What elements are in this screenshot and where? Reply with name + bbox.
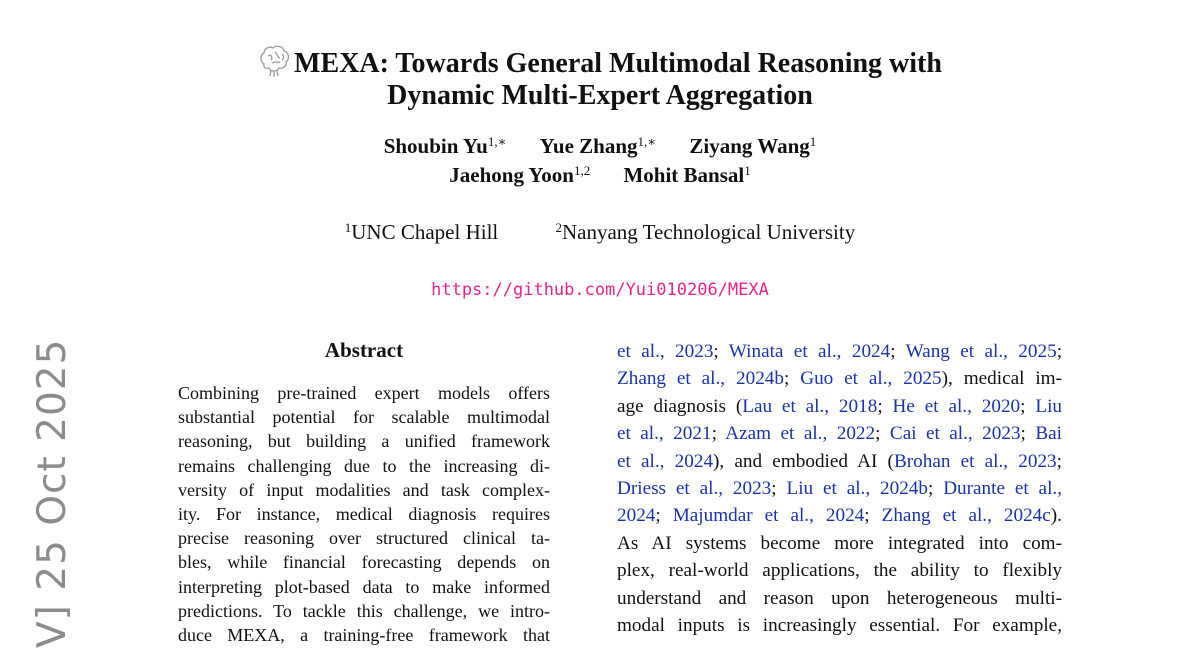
intro-text: ;: [877, 395, 893, 417]
author-affiliation-mark: 1,∗: [637, 134, 657, 149]
intro-text: ;: [1020, 423, 1036, 445]
author-affiliation-mark: 1: [809, 134, 817, 149]
abstract-line: precise reasoning over structured clinical ta-: [178, 528, 550, 549]
author-name: Yue Zhang: [539, 134, 638, 158]
affiliation-number: 2: [555, 220, 562, 235]
abstract-line: remains challenging due to the increasing di-: [178, 455, 550, 476]
author-name: Ziyang Wang: [689, 134, 810, 158]
abstract-heading: Abstract: [324, 338, 404, 362]
intro-text: age diagnosis (: [617, 395, 743, 417]
arxiv-stamp: V] 25 Oct 2025: [30, 338, 75, 648]
title-line-2: Dynamic Multi-Expert Aggregation: [387, 80, 813, 111]
intro-text-column: [617, 338, 1062, 639]
author-row-2: [0, 161, 1200, 190]
author: [689, 132, 816, 161]
author-name: Mohit Bansal: [623, 163, 745, 187]
citation-link[interactable]: Guo et al., 2025: [800, 368, 942, 390]
author: [623, 161, 750, 190]
author-row-1: [0, 132, 1200, 161]
citation-link[interactable]: et al., 2023: [617, 341, 714, 362]
intro-line: [617, 612, 1062, 639]
abstract-line: versity of input modalities and task complex-: [178, 479, 550, 500]
author: [384, 132, 507, 161]
citation-link[interactable]: Brohan et al., 2023: [893, 450, 1057, 472]
intro-text: ;: [1056, 450, 1062, 472]
affiliation: [345, 218, 499, 246]
citation-link[interactable]: Bai: [1035, 423, 1062, 445]
intro-text: As AI systems become more integrated into com-: [617, 532, 1062, 554]
intro-text: ;: [783, 368, 801, 390]
abstract-line: bles, while financial forecasting depends on: [178, 552, 550, 573]
github-link[interactable]: https://github.com/Yui010206/MEXA: [431, 280, 769, 300]
citation-link[interactable]: 2024: [617, 505, 656, 527]
abstract-line: reasoning, but building a unified framework: [178, 431, 550, 452]
author-name: Jaehong Yoon: [449, 163, 574, 187]
intro-line: [617, 365, 1062, 392]
abstract-line: substantial potential for scalable multimodal: [178, 407, 550, 428]
intro-text: ;: [1056, 341, 1063, 362]
author: [449, 161, 590, 190]
intro-line: [617, 393, 1062, 420]
intro-text: understand and reason upon heterogeneous multi-: [617, 587, 1062, 609]
citation-link[interactable]: Liu: [1035, 395, 1062, 417]
intro-text: ;: [711, 423, 726, 445]
intro-text: plex, real-world applications, the ability to flexibly: [617, 560, 1062, 582]
citation-link[interactable]: Liu et al., 2024b: [786, 478, 928, 500]
author-list: [0, 132, 1200, 190]
citation-link[interactable]: Durante et al.,: [943, 478, 1062, 500]
citation-link[interactable]: Zhang et al., 2024b: [617, 368, 784, 390]
affiliation-name: UNC Chapel Hill: [351, 220, 499, 244]
citation-link[interactable]: Azam et al., 2022: [725, 423, 876, 445]
abstract-line: duce MEXA, a training-free framework that: [178, 625, 550, 646]
citation-link[interactable]: Wang et al., 2025: [905, 341, 1057, 362]
abstract-line: predictions. To tackle this challenge, we intro-: [178, 600, 550, 621]
author: [540, 132, 656, 161]
citation-link[interactable]: Majumdar et al., 2024: [672, 505, 865, 527]
citation-link[interactable]: Winata et al., 2024: [728, 341, 891, 362]
intro-text: ;: [875, 423, 890, 445]
intro-text: ).: [1050, 505, 1062, 527]
abstract-body: [178, 381, 550, 647]
intro-text: ), and embodied AI (: [713, 450, 894, 472]
intro-line: [617, 530, 1062, 557]
intro-line: [617, 475, 1062, 502]
intro-line: [617, 338, 1062, 365]
citation-link[interactable]: et al., 2021: [617, 423, 712, 445]
citation-link[interactable]: He et al., 2020: [892, 395, 1021, 417]
intro-line: [617, 420, 1062, 447]
intro-line: [617, 557, 1062, 584]
author-affiliation-mark: 1,∗: [487, 134, 507, 149]
intro-line: [617, 502, 1062, 529]
brain-logo-icon: [258, 44, 292, 78]
intro-line: [617, 448, 1062, 475]
intro-text: ;: [1020, 395, 1036, 417]
intro-text: ;: [771, 478, 787, 500]
intro-text: ;: [890, 341, 906, 362]
title-text-1: MEXA: Towards General Multimodal Reasoning with: [294, 48, 942, 79]
title-line-1: [0, 44, 1200, 80]
citation-link[interactable]: Cai et al., 2023: [889, 423, 1021, 445]
paper-title: [0, 44, 1200, 112]
abstract-line: ity. For instance, medical diagnosis requires: [178, 504, 550, 525]
author-name: Shoubin Yu: [383, 134, 488, 158]
affiliation-list: [0, 218, 1200, 246]
intro-text: ;: [927, 478, 944, 500]
intro-text: ), medical im-: [941, 368, 1062, 390]
abstract-line: interpreting plot-based data to make informed: [178, 576, 550, 597]
citation-link[interactable]: Lau et al., 2018: [742, 395, 878, 417]
intro-line: [617, 585, 1062, 612]
intro-text: ;: [713, 341, 729, 362]
abstract-line: Combining pre-trained expert models offers: [178, 383, 550, 403]
intro-text: ;: [655, 505, 673, 527]
intro-text: modal inputs is increasingly essential. For example,: [617, 615, 1062, 637]
affiliation-name: Nanyang Technological University: [562, 220, 856, 244]
author-affiliation-mark: 1: [744, 163, 751, 178]
affiliation: [556, 218, 856, 246]
affiliation-number: 1: [344, 220, 352, 235]
intro-text: ;: [864, 505, 882, 527]
author-affiliation-mark: 1,2: [573, 163, 591, 178]
citation-link[interactable]: et al., 2024: [617, 450, 714, 472]
citation-link[interactable]: Zhang et al., 2024c: [881, 505, 1051, 527]
citation-link[interactable]: Driess et al., 2023: [617, 478, 772, 500]
